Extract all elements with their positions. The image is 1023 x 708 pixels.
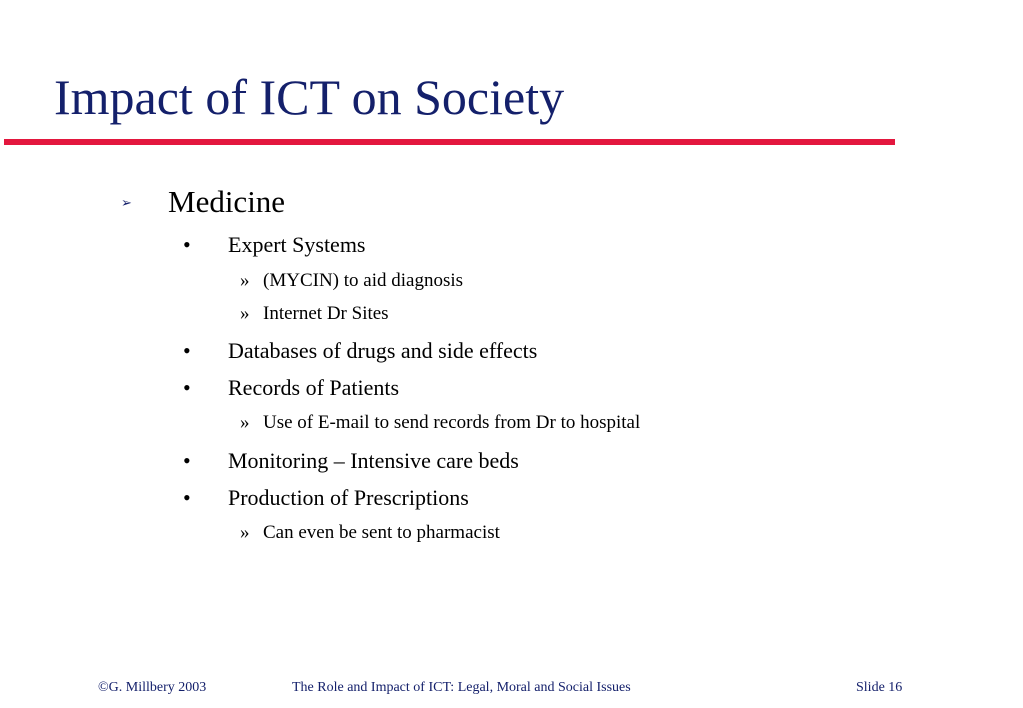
topic-label: Medicine — [168, 184, 286, 219]
list-item-label: Databases of drugs and side effects — [228, 338, 538, 363]
list-item-label: Production of Prescriptions — [228, 485, 469, 510]
sub-list-item-label: Internet Dr Sites — [263, 303, 389, 324]
bullet-icon: • — [183, 485, 191, 510]
sub-bullet-icon: » — [240, 412, 250, 433]
bullet-icon: • — [183, 232, 191, 257]
list-item-label: Expert Systems — [228, 232, 366, 257]
sub-list-item-label: (MYCIN) to aid diagnosis — [263, 270, 464, 291]
footer-slide-number: Slide 16 — [856, 680, 903, 695]
bullet-icon: • — [183, 375, 191, 400]
sub-bullet-icon: » — [240, 522, 250, 543]
sub-bullet-icon: » — [240, 270, 250, 291]
arrow-bullet-icon: ➢ — [121, 196, 132, 211]
footer-copyright: ©G. Millbery 2003 — [98, 680, 207, 695]
bullet-icon: • — [183, 338, 191, 363]
slide-title: Impact of ICT on Society — [54, 69, 565, 125]
sub-list-item-label: Use of E-mail to send records from Dr to hospital — [263, 412, 641, 433]
sub-bullet-icon: » — [240, 303, 250, 324]
footer-course-title: The Role and Impact of ICT: Legal, Moral and Social Issues — [292, 680, 631, 695]
bullet-icon: • — [183, 448, 191, 473]
list-item-label: Monitoring – Intensive care beds — [228, 448, 519, 473]
sub-list-item-label: Can even be sent to pharmacist — [263, 522, 500, 543]
list-item-label: Records of Patients — [228, 375, 400, 400]
